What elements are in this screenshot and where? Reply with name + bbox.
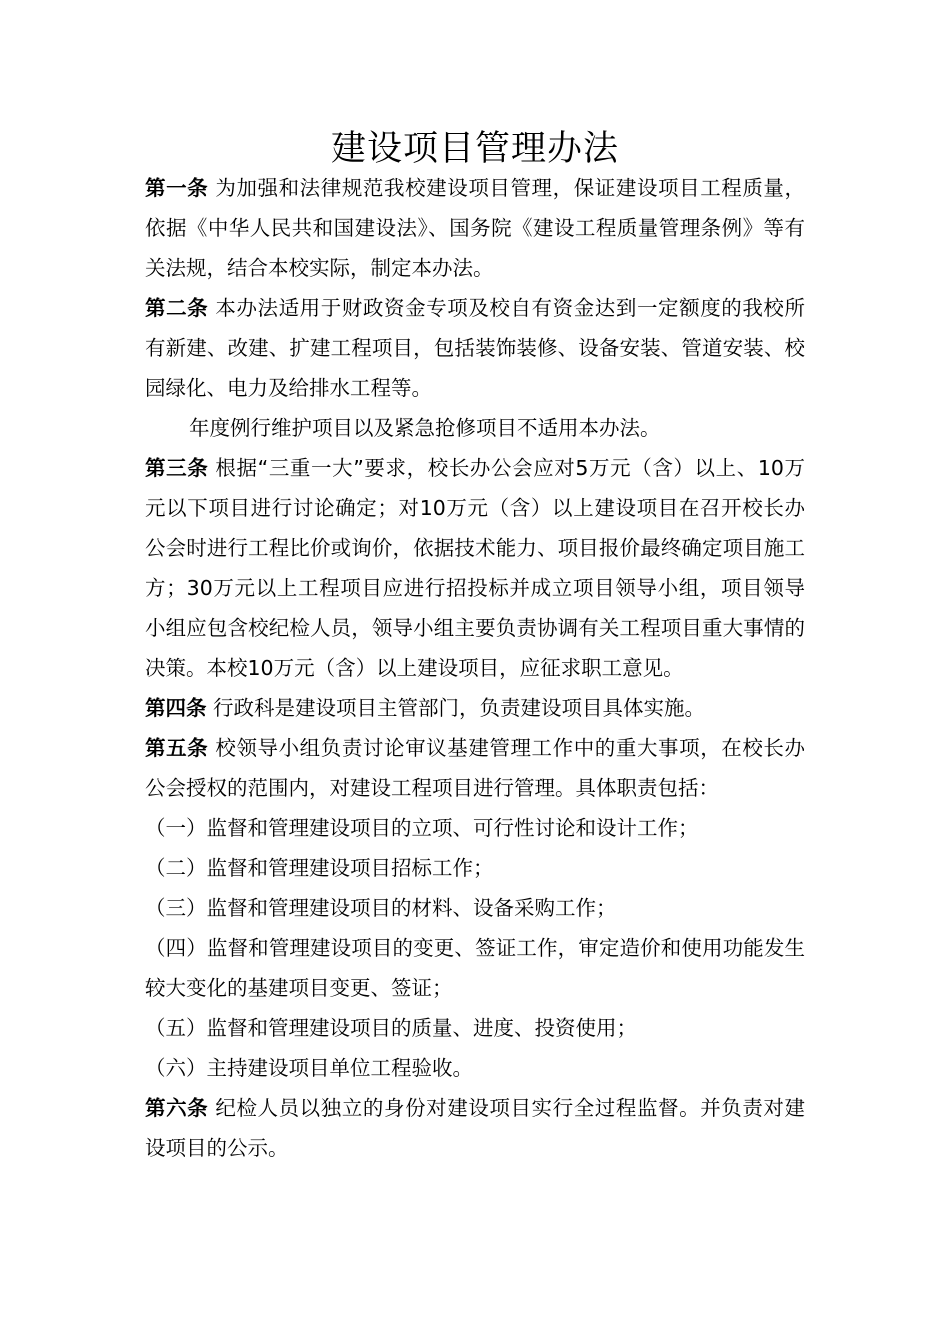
article-3 [145,448,805,688]
article-label: 第一条 [145,176,209,200]
list-item: （四）监督和管理建设项目的变更、签证工作，审定造价和使用功能发生较大变化的基建项目变更、签证； [145,936,805,1000]
article-text: 校领导小组负责讨论审议基建管理工作中的重大事项，在校长办公会授权的范围内，对建设工程项目进行管理。具体职责包括： [145,736,806,800]
list-item: （六）主持建设项目单位工程验收。 [145,1056,473,1080]
article-label: 第六条 [145,1096,209,1120]
list-item: （二）监督和管理建设项目招标工作； [145,856,494,880]
article-4 [145,688,805,728]
article-text: 为加强和法律规范我校建设项目管理，保证建设项目工程质量，依据《中华人民共和国建设法》、国务院《建设工程质量管理条例》等有关法规，结合本校实际，制定本办法。 [145,176,806,280]
article-5 [145,728,805,808]
list-item: （一）监督和管理建设项目的立项、可行性讨论和设计工作； [145,816,699,840]
article-label: 第三条 [145,456,209,480]
article-6 [145,1088,805,1168]
article-label: 第四条 [145,696,207,720]
article-2-note: 年度例行维护项目以及紧急抢修项目不适用本办法。 [189,416,661,440]
list-item: （三）监督和管理建设项目的材料、设备采购工作； [145,896,617,920]
article-label: 第五条 [145,736,209,760]
article-text: 行政科是建设项目主管部门，负责建设项目具体实施。 [213,696,706,720]
article-2 [145,288,805,408]
article-text: 纪检人员以独立的身份对建设项目实行全过程监督。并负责对建设项目的公示。 [145,1096,806,1160]
list-item: （五）监督和管理建设项目的质量、进度、投资使用； [145,1016,637,1040]
article-label: 第二条 [145,296,209,320]
article-text: 根据“三重一大”要求，校长办公会应对5万元（含）以上、10万元以下项目进行讨论确定；对10万元（含）以上建设项目在召开校长办公会时进行工程比价或询价，依据技术能力、项目报价最终确定项目施工方；30万元以上工程项目应进行招投标并成立项目领导小组，项目领导小组应包含校纪检人员，领导小组主要负责协调有关工程项目重大事情的决策。本校10万元（含）以上建设项目，应征求职工意见。 [145,456,805,680]
document-body [145,168,805,1168]
document-title: 建设项目管理办法 [330,129,619,169]
article-text: 本办法适用于财政资金专项及校自有资金达到一定额度的我校所有新建、改建、扩建工程项目，包括装饰装修、设备安装、管道安装、校园绿化、电力及给排水工程等。 [145,296,806,400]
article-1 [145,168,805,288]
